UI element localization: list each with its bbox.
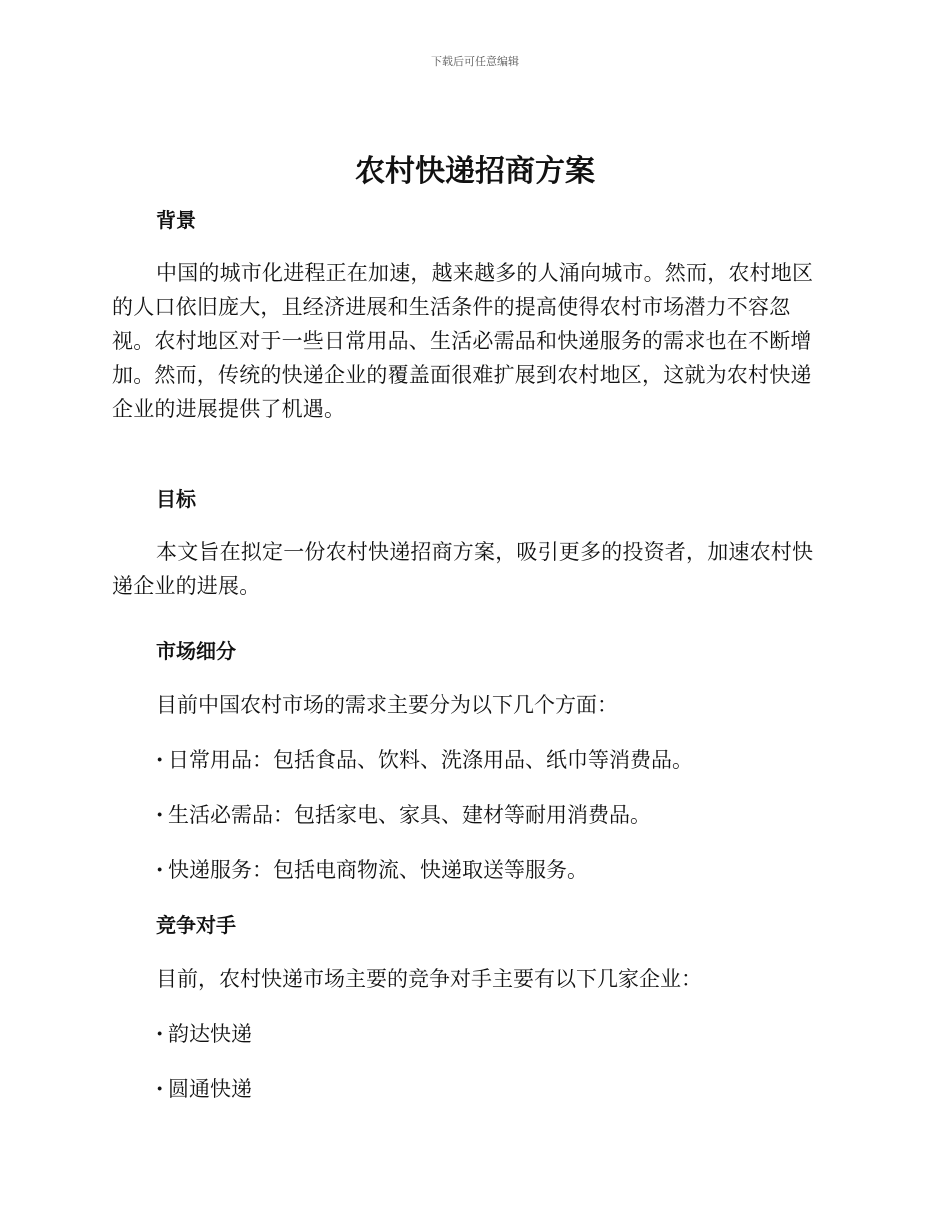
market-list-item (156, 743, 832, 777)
market-list-item (156, 853, 832, 887)
market-item-text: 生活必需品：包括家电、家具、建材等耐用消费品。 (168, 803, 651, 827)
section-heading-goal: 目标 (156, 487, 196, 511)
section-heading-competitors: 竞争对手 (156, 913, 236, 937)
competitor-list-item (156, 1072, 832, 1106)
market-intro: 目前中国农村市场的需求主要分为以下几个方面： (156, 693, 618, 717)
market-list-item (156, 798, 832, 832)
goal-paragraph: 本文旨在拟定一份农村快递招商方案，吸引更多的投资者，加速农村快递企业的进展。 (112, 540, 814, 598)
bullet-icon: · (156, 802, 164, 827)
competitors-intro: 目前，农村快递市场主要的竞争对手主要有以下几家企业： (156, 967, 702, 991)
document-title: 农村快递招商方案 (355, 154, 595, 189)
market-item-text: 日常用品：包括食品、饮料、洗涤用品、纸巾等消费品。 (168, 748, 693, 772)
competitor-list-item (156, 1017, 832, 1051)
bullet-icon: · (156, 857, 164, 882)
market-item-text: 快递服务：包括电商物流、快递取送等服务。 (168, 858, 588, 882)
section-heading-market: 市场细分 (156, 639, 236, 663)
competitor-item-text: 韵达快递 (168, 1022, 252, 1046)
competitor-item-text: 圆通快递 (168, 1077, 252, 1101)
header-watermark: 下载后可任意编辑 (431, 55, 519, 68)
background-paragraph: 中国的城市化进程正在加速，越来越多的人涌向城市。然而，农村地区的人口依旧庞大，且经济进展和生活条件的提高使得农村市场潜力不容忽视。农村地区对于一些日常用品、生活必需品和快递服务的需求也在不断增加。然而，传统的快递企业的覆盖面很难扩展到农村地区，这就为农村快递企业的进展提供了机遇。 (112, 261, 814, 421)
bullet-icon: · (156, 747, 164, 772)
section-heading-background: 背景 (156, 208, 196, 232)
bullet-icon: · (156, 1076, 164, 1101)
bullet-icon: · (156, 1021, 164, 1046)
